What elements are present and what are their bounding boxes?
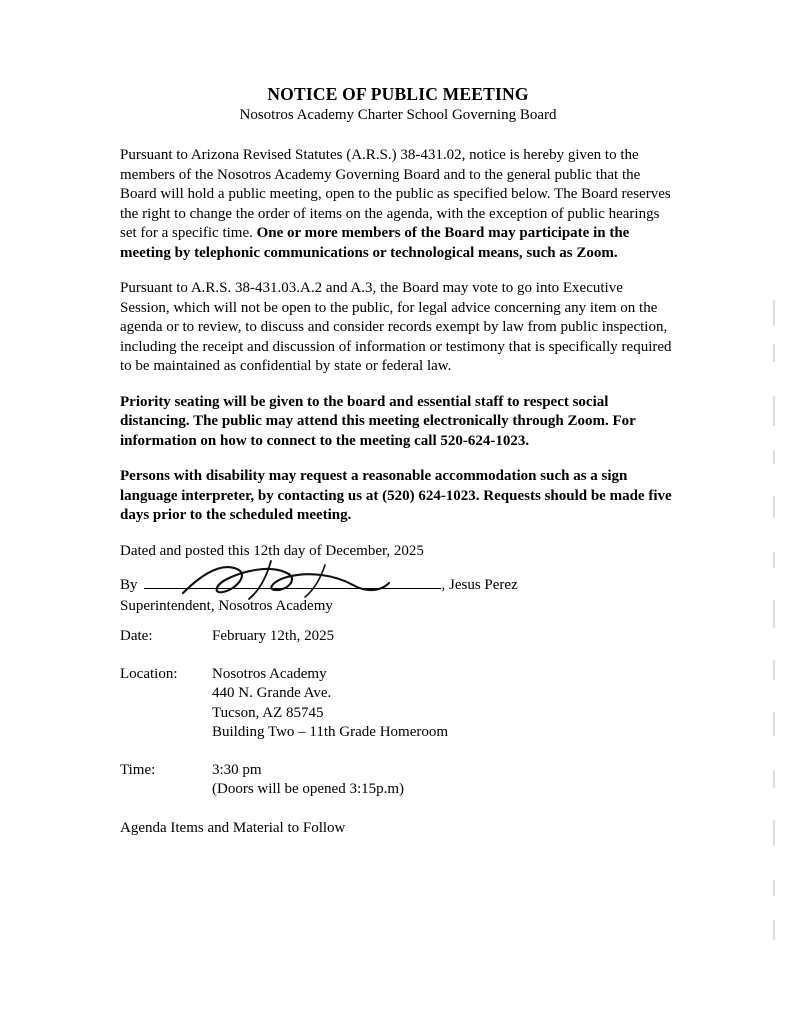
field-line: 3:30 pm [212, 761, 262, 778]
paragraph-notice [120, 146, 676, 263]
paragraph-accommodation: Persons with disability may request a reasonable accommodation such as a sign language interpreter, by contacting us at (520) 624-1023. Requests should be made five days prior to the scheduled meeting. [120, 468, 672, 523]
paragraph-executive-session: Pursuant to A.R.S. 38-431.03.A.2 and A.3, the Board may vote to go into Executive Session, which will not be open to the public, for legal advice concerning any item on the agenda or to review, to discuss and consider records exempt by law from public inspection, including the receipt and discussion of information or testimony that is specifically required to be maintained as confidential by state or federal law. [120, 280, 672, 374]
closing-note: Agenda Items and Material to Follow [120, 819, 346, 836]
table-row [120, 761, 676, 818]
field-line: 440 N. Grande Ave. [212, 685, 332, 701]
field-line: February 12th, 2025 [212, 628, 335, 644]
meeting-details-table [120, 627, 676, 818]
field-line: (Doors will be opened 3:15p.m) [212, 781, 405, 797]
signature-rule [144, 575, 441, 589]
field-line: Nosotros Academy [212, 665, 327, 682]
paragraph-notice-plain: Pursuant to Arizona Revised Statutes (A.R.S.) 38-431.02, notice is hereby given to the members of the Nosotros Academy Governing Board and to the general public that the Board will hold a public meeting, open to the public as specified below. The Board reserves the right to change the order of items on the agenda, with the exception of public hearings set for a specific time. [120, 147, 671, 241]
paragraph-priority-seating: Priority seating will be given to the board and essential staff to respect social distancing. The public may attend this meeting electronically through Zoom. For information on how to connect to the meeting call 520-624-1023. [120, 393, 636, 449]
page-title: NOTICE OF PUBLIC MEETING [267, 84, 529, 104]
signature-name: , Jesus Perez [441, 577, 518, 593]
dated-line: Dated and posted this 12th day of December, 2025 [120, 542, 424, 559]
paragraph-notice-bold: One or more members of the Board may participate in the meeting by telephonic communications or technological means, such as Zoom. [120, 225, 630, 261]
document-body [120, 84, 676, 837]
field-line: Building Two – 11th Grade Homeroom [212, 724, 449, 740]
field-value-date [212, 627, 676, 665]
signature-block [120, 575, 676, 621]
field-line: Tucson, AZ 85745 [212, 704, 324, 721]
signature-by-label: By [120, 577, 138, 593]
field-label-location: Location: [120, 665, 178, 682]
field-value-time [212, 761, 676, 818]
table-row [120, 627, 676, 665]
scan-artifact-marks [773, 300, 783, 940]
field-value-location [212, 665, 676, 761]
field-label-date: Date: [120, 628, 153, 644]
signature-title: Superintendent, Nosotros Academy [120, 598, 333, 614]
table-row [120, 665, 676, 761]
signature-line-row [120, 575, 676, 597]
field-label-time: Time: [120, 761, 156, 778]
page-subtitle: Nosotros Academy Charter School Governing Board [239, 107, 557, 123]
